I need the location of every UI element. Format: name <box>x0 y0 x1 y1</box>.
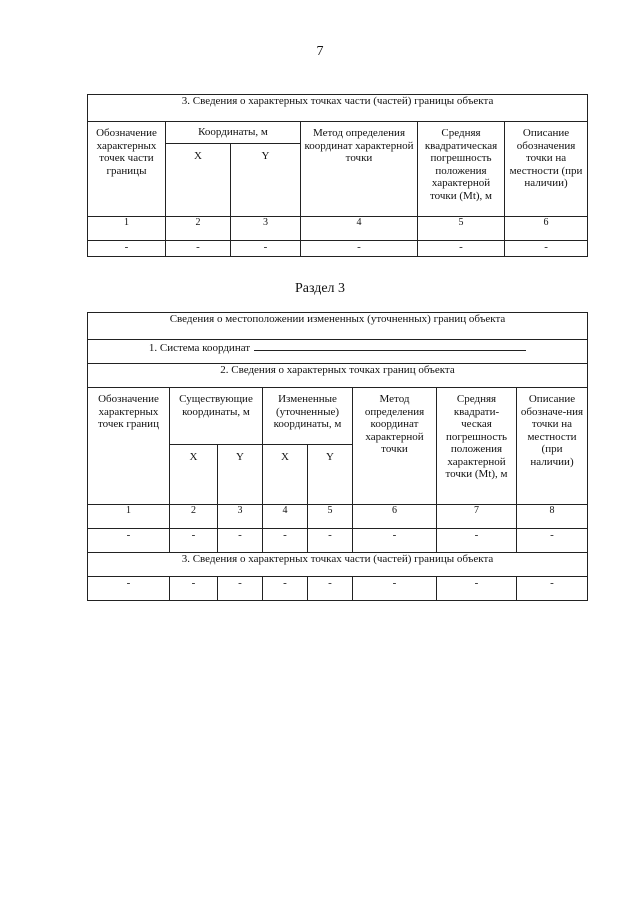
t1-col-number: 2 <box>166 217 231 241</box>
t2-header-existing-y: Y <box>218 445 263 505</box>
t1-header-y: Y <box>231 144 301 217</box>
changed-boundaries-table <box>87 312 588 601</box>
coord-system-row <box>88 340 588 364</box>
t2-cell: - <box>308 577 353 601</box>
t2-cell: - <box>263 577 308 601</box>
coord-system-label: 1. Система координат <box>148 342 251 354</box>
t2-cell: - <box>88 529 170 553</box>
t2-cell: - <box>88 577 170 601</box>
t2-cell: - <box>218 577 263 601</box>
t2-cell: - <box>170 577 218 601</box>
t1-header-description: Описание обозначения точки на местности (при наличии) <box>505 122 588 217</box>
t2-col-number: 7 <box>437 505 517 529</box>
t2-col-number: 6 <box>353 505 437 529</box>
t1-cell: - <box>88 241 166 257</box>
t1-cell: - <box>418 241 505 257</box>
t2-header-method: Метод определения координат характерной точки <box>353 388 437 505</box>
t2-cell: - <box>170 529 218 553</box>
t1-header-designation: Обозначение характерных точек части границы <box>88 122 166 217</box>
t1-col-number: 4 <box>301 217 418 241</box>
t2-cell: - <box>308 529 353 553</box>
t2-header-existing-x: X <box>170 445 218 505</box>
t2-header-existing: Существующие координаты, м <box>170 388 263 445</box>
t1-col-number: 3 <box>231 217 301 241</box>
t2-col-number: 5 <box>308 505 353 529</box>
t1-header-method: Метод определения координат характерной точки <box>301 122 418 217</box>
t2-cell: - <box>263 529 308 553</box>
t2-cell: - <box>517 577 588 601</box>
subsection3-title: 3. Сведения о характерных точках части (частей) границы объекта <box>88 553 588 577</box>
part-boundary-points-table <box>87 94 588 257</box>
t1-col-number: 6 <box>505 217 588 241</box>
t1-header-error: Средняя квадратическая погрешность положения характерной точки (Mt), м <box>418 122 505 217</box>
t2-header-description: Описание обозначе-ния точки на местности (при наличии) <box>517 388 588 505</box>
t2-col-number: 3 <box>218 505 263 529</box>
t1-col-number: 5 <box>418 217 505 241</box>
t2-col-number: 4 <box>263 505 308 529</box>
t2-cell: - <box>353 577 437 601</box>
subsection2-title: 2. Сведения о характерных точках границ объекта <box>88 364 588 388</box>
t2-header-changed: Измененные (уточненные) координаты, м <box>263 388 353 445</box>
t2-cell: - <box>517 529 588 553</box>
coord-system-blank <box>254 340 526 351</box>
t1-cell: - <box>166 241 231 257</box>
t1-cell: - <box>231 241 301 257</box>
t2-col-number: 8 <box>517 505 588 529</box>
section-title: Раздел 3 <box>294 281 346 296</box>
t2-cell: - <box>218 529 263 553</box>
t2-col-number: 1 <box>88 505 170 529</box>
t2-cell: - <box>353 529 437 553</box>
t2-header-changed-x: X <box>263 445 308 505</box>
table1-title: 3. Сведения о характерных точках части (частей) границы объекта <box>88 95 588 122</box>
t2-header-error: Средняя квадрати-ческая погрешность положения характерной точки (Mt), м <box>437 388 517 505</box>
t1-header-x: X <box>166 144 231 217</box>
t2-header-designation: Обозначение характерных точек границ <box>88 388 170 505</box>
t1-col-number: 1 <box>88 217 166 241</box>
t2-cell: - <box>437 529 517 553</box>
t1-header-coords: Координаты, м <box>166 122 301 144</box>
t1-cell: - <box>505 241 588 257</box>
table2-title: Сведения о местоположении измененных (уточненных) границ объекта <box>88 313 588 340</box>
t2-col-number: 2 <box>170 505 218 529</box>
page-number: 7 <box>316 44 324 59</box>
t2-header-changed-y: Y <box>308 445 353 505</box>
t1-cell: - <box>301 241 418 257</box>
t2-cell: - <box>437 577 517 601</box>
